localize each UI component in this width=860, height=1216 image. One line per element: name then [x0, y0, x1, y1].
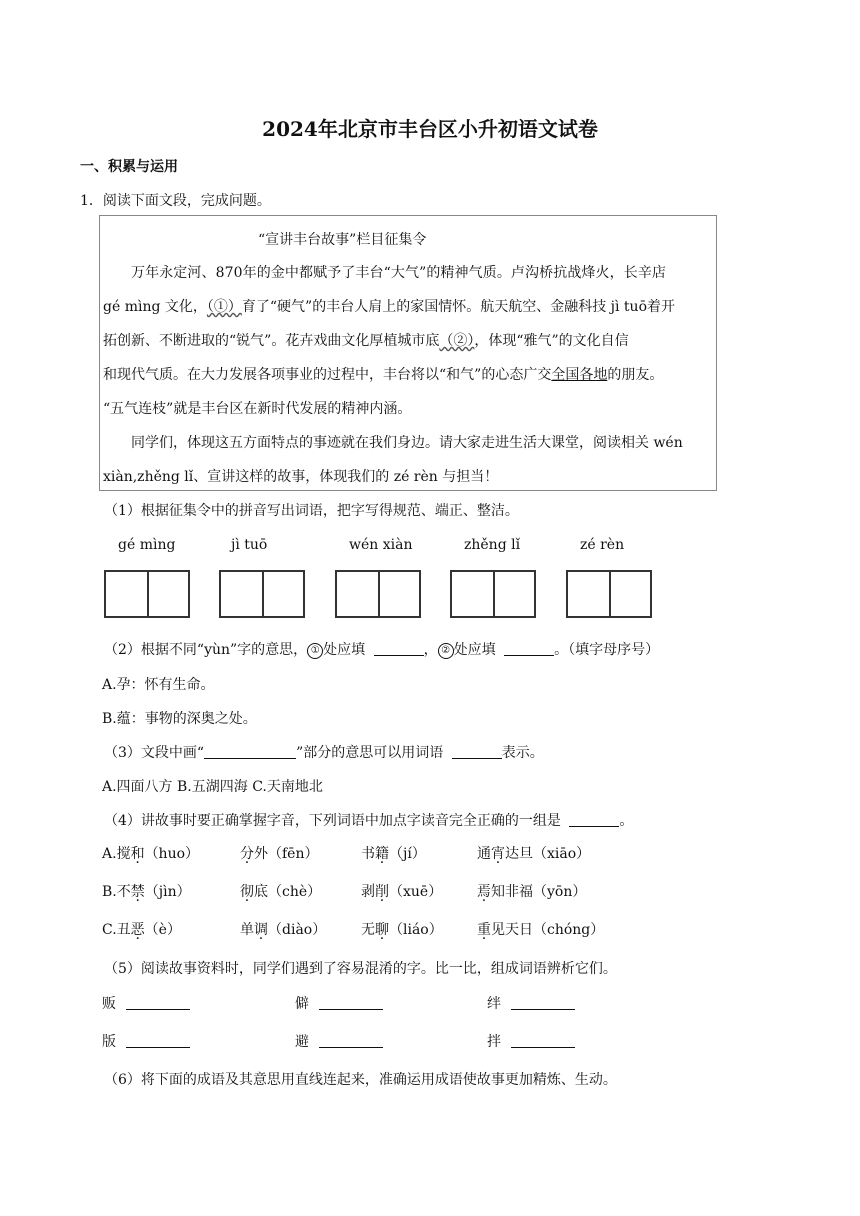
- compare-char: 僻: [295, 996, 309, 1012]
- option-b-item-2: [240, 881, 321, 901]
- sub-question-4-text: 。: [619, 813, 634, 829]
- page-title: 2024年北京市丰台区小升初语文试卷: [262, 117, 598, 141]
- passage-line-3: [103, 330, 629, 350]
- passage-line-4-end: 的朋友。: [607, 367, 664, 383]
- passage-line-1: 万年永定河、870年的金中都赋予了丰台“大气”的精神气质。卢沟桥抗战烽火，长辛店: [131, 265, 667, 281]
- dotted-char: 削: [375, 884, 389, 900]
- sub-question-3-text: 表示。: [501, 745, 544, 761]
- answer-blank[interactable]: [126, 995, 190, 1010]
- sub-question-2: [104, 639, 659, 659]
- pinyin-label: jì tuō: [231, 537, 268, 553]
- dotted-char: 宵: [491, 846, 505, 862]
- sub-question-2-text: 处应填: [453, 642, 496, 658]
- passage-heading: “宣讲丰台故事”栏目征集令: [258, 232, 427, 248]
- word-part: 达旦（xiāo）: [505, 846, 591, 862]
- comma: ，: [423, 642, 438, 658]
- word-part: 剥: [361, 884, 375, 900]
- compare-char: 绊: [487, 996, 501, 1012]
- dotted-char: 分: [240, 846, 254, 862]
- char-compare: [295, 993, 383, 1013]
- dotted-char: 籍: [375, 846, 389, 862]
- passage-line-3-end: ，体现“雅气”的文化自信: [474, 333, 629, 349]
- sub-question-3-options: A.四面八方 B.五湖四海 C.天南地北: [102, 779, 323, 795]
- option-c-item-4: [477, 919, 604, 939]
- word-part: 书: [361, 846, 375, 862]
- question-1-prompt: 1．阅读下面文段，完成问题。: [80, 193, 271, 209]
- sub-question-3: [104, 742, 544, 762]
- dotted-char: 彻: [240, 884, 254, 900]
- sub-question-6: （6）将下面的成语及其意思用直线连起来，准确运用成语使故事更加精炼、生动。: [104, 1072, 617, 1088]
- passage-line-7: xiàn,zhěng lǐ、宣讲这样的故事，体现我们的 zé rèn 与担当！: [103, 469, 499, 485]
- passage-line-4-start: 和现代气质。在大力发展各项事业的过程中，丰台将以“和气”的心态广交: [103, 367, 552, 383]
- word-part: （huo）: [144, 846, 200, 862]
- answer-blank[interactable]: [319, 1033, 383, 1048]
- sub-question-2-text: 。（填字母序号）: [554, 642, 660, 658]
- answer-blank[interactable]: [511, 1033, 575, 1048]
- writing-grid-3[interactable]: [335, 570, 421, 618]
- sub-question-4-text: （4）讲故事时要正确掌握字音，下列词语中加点字读音完全正确的一组是: [104, 813, 561, 829]
- option-b: B.蕴：事物的深奥之处。: [102, 711, 257, 727]
- passage-box: [99, 215, 717, 491]
- word-part: 搅: [116, 846, 131, 862]
- word-part: （diào）: [268, 922, 327, 938]
- option-row-a: [102, 843, 199, 863]
- passage-line-2: [103, 296, 675, 316]
- section-heading: 一、积累与运用: [80, 159, 178, 175]
- option-a: A.孕：怀有生命。: [102, 677, 215, 693]
- word-part: 通: [477, 846, 491, 862]
- option-row-c: [102, 919, 181, 939]
- word-part: 底（chè）: [254, 884, 322, 900]
- answer-blank[interactable]: [126, 1033, 190, 1048]
- writing-grid-2[interactable]: [219, 570, 305, 618]
- writing-grid-1[interactable]: [104, 570, 190, 618]
- blank-2-marker: （②）: [439, 333, 475, 349]
- circled-number-2: ②: [438, 643, 454, 659]
- pinyin-label: gé mìng: [118, 537, 176, 553]
- dotted-char: 聊: [375, 922, 389, 938]
- compare-char: 避: [295, 1034, 309, 1050]
- blank-1-marker: （①）: [206, 299, 242, 315]
- char-compare: [102, 993, 190, 1013]
- answer-blank[interactable]: [319, 995, 383, 1010]
- word-part: 单: [240, 922, 254, 938]
- dotted-char: 禁: [130, 884, 145, 900]
- answer-blank[interactable]: [504, 641, 554, 656]
- dotted-char: 焉: [477, 884, 491, 900]
- answer-blank[interactable]: [511, 995, 575, 1010]
- answer-blank[interactable]: [204, 744, 296, 759]
- sub-question-4: [104, 810, 633, 830]
- compare-char: 版: [102, 1034, 116, 1050]
- word-part: （jìn）: [144, 884, 191, 900]
- circled-number-1: ①: [307, 643, 323, 659]
- option-label: C.: [102, 922, 117, 938]
- passage-line-4: [103, 364, 663, 384]
- writing-grid-4[interactable]: [450, 570, 536, 618]
- char-compare: [295, 1031, 383, 1051]
- dotted-char: 和: [130, 846, 145, 862]
- word-part: 外（fēn）: [254, 846, 319, 862]
- sub-question-3-text: ”部分的意思可以用词语: [296, 745, 444, 761]
- option-b-item-3: [361, 881, 442, 901]
- word-part: （jí）: [389, 846, 426, 862]
- sub-question-3-text: （3）文段中画“: [104, 745, 205, 761]
- writing-grid-5[interactable]: [566, 570, 652, 618]
- char-compare: [487, 1031, 575, 1051]
- word-part: （è）: [144, 922, 181, 938]
- compare-char: 贩: [102, 996, 116, 1012]
- word-part: 丑: [116, 922, 131, 938]
- word-part: 无: [361, 922, 375, 938]
- char-compare: [102, 1031, 190, 1051]
- sub-question-5: （5）阅读故事资料时，同学们遇到了容易混淆的字。比一比，组成词语辨析它们。: [104, 961, 617, 977]
- pinyin-label: zhěng lǐ: [464, 537, 521, 553]
- sub-question-1: （1）根据征集令中的拼音写出词语，把字写得规范、端正、整洁。: [104, 503, 519, 519]
- option-label: A.: [102, 846, 117, 862]
- compare-char: 拌: [487, 1034, 501, 1050]
- dotted-char: 重: [477, 922, 491, 938]
- answer-blank[interactable]: [569, 812, 619, 827]
- sub-question-2-text: 处应填: [323, 642, 366, 658]
- char-compare: [487, 993, 575, 1013]
- answer-blank[interactable]: [452, 744, 502, 759]
- word-part: （xuē）: [389, 884, 443, 900]
- sub-question-2-text: （2）根据不同“yùn”字的意思，: [104, 642, 308, 658]
- word-part: 不: [116, 884, 131, 900]
- option-row-b: [102, 881, 191, 901]
- answer-blank[interactable]: [374, 641, 424, 656]
- option-b-item-4: [477, 881, 586, 901]
- pinyin-geming: gé mìng 文化，: [103, 299, 207, 315]
- option-label: B.: [102, 884, 117, 900]
- pinyin-label: wén xiàn: [349, 537, 413, 553]
- word-part: （liáo）: [389, 922, 443, 938]
- passage-line-2-rest: 育了“硬气”的丰台人肩上的家国情怀。航天航空、金融科技 jì tuō着开: [241, 299, 675, 315]
- pinyin-label: zé rèn: [580, 537, 625, 553]
- dotted-char: 调: [254, 922, 268, 938]
- passage-line-3-start: 拓创新、不断进取的“锐气”。花卉戏曲文化厚植城市底: [103, 333, 440, 349]
- word-part: 知非福（yōn）: [491, 884, 587, 900]
- option-a-item-2: [240, 843, 318, 863]
- option-a-item-4: [477, 843, 590, 863]
- passage-line-6: 同学们，体现这五方面特点的事迹就在我们身边。请大家走进生活大课堂，阅读相关 wén: [131, 435, 683, 451]
- word-part: 见天日（chóng）: [491, 922, 605, 938]
- dotted-char: 恶: [130, 922, 145, 938]
- option-c-item-3: [361, 919, 443, 939]
- passage-line-5: “五气连枝”就是丰台区在新时代发展的精神内涵。: [103, 401, 412, 417]
- option-c-item-2: [240, 919, 326, 939]
- option-a-item-3: [361, 843, 426, 863]
- underlined-phrase: 全国各地: [551, 367, 608, 383]
